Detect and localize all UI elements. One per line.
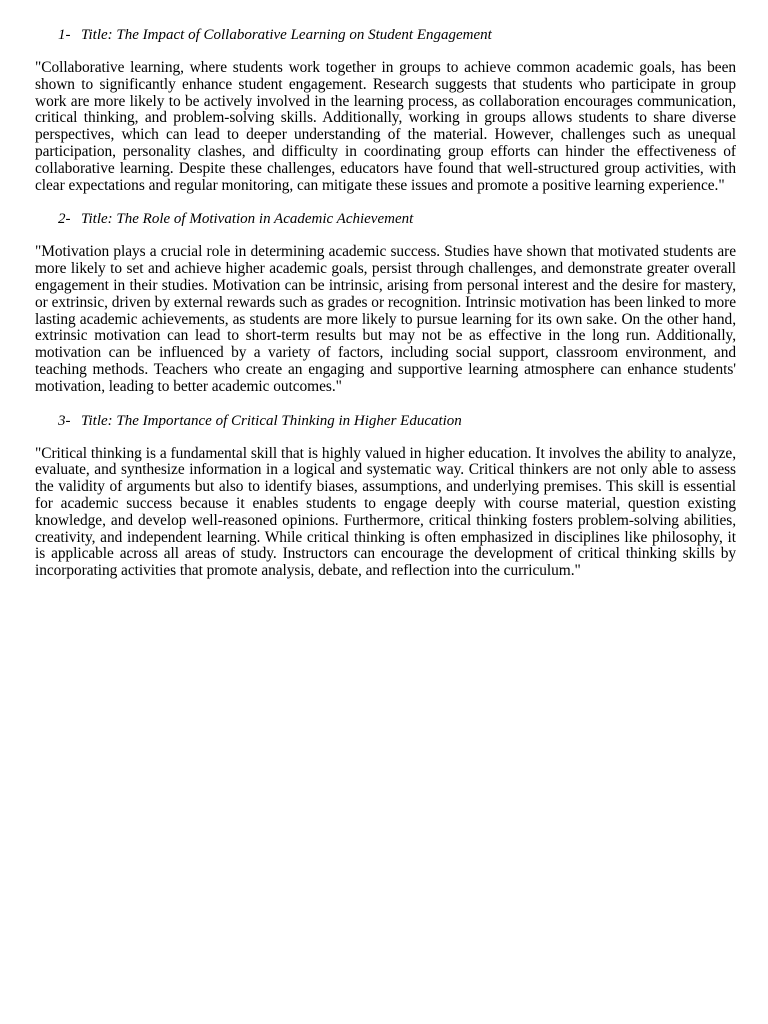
section-critical-thinking [35,412,736,580]
section-motivation [35,210,736,395]
section-heading [35,412,736,430]
section-collaborative-learning [35,26,736,194]
section-heading [35,26,736,44]
section-heading [35,210,736,228]
section-paragraph: "Critical thinking is a fundamental skill that is highly valued in higher education. It involves the ability to analyze, evaluate, and synthesize information in a logical and systematic way. Critical thinkers are not only able to assess the validity of arguments but also to identify biases, assumptions, and underlying premises. This skill is essential for academic success because it enables students to engage deeply with course material, question existing knowledge, and develop well-reasoned opinions. Furthermore, critical thinking fosters problem-solving abilities, creativity, and independent learning. While critical thinking is often emphasized in disciplines like philosophy, it is applicable across all areas of study. Instructors can encourage the development of critical thinking skills by incorporating activities that promote analysis, debate, and reflection into the curriculum." [35,444,736,580]
section-paragraph: "Motivation plays a crucial role in determining academic success. Studies have shown that motivated students are more likely to set and achieve higher academic goals, persist through challenges, and demonstrate greater overall engagement in their studies. Motivation can be intrinsic, arising from personal interest and the desire for mastery, or extrinsic, driven by external rewards such as grades or recognition. Intrinsic motivation has been linked to more lasting academic achievements, as students are more likely to pursue learning for its own sake. On the other hand, extrinsic motivation can lead to short-term results but may not be as effective in the long run. Additionally, motivation can be influenced by a variety of factors, including social support, classroom environment, and teaching methods. Teachers who create an engaging and supportive learning atmosphere can enhance students' motivation, leading to better academic outcomes." [35,243,736,395]
section-title: Title: The Importance of Critical Thinking in Higher Education [81,412,462,429]
section-title: Title: The Impact of Collaborative Learning on Student Engagement [81,27,492,43]
section-number: 1- [58,27,71,43]
section-number: 2- [58,211,71,228]
section-paragraph: "Collaborative learning, where students work together in groups to achieve common academic goals, has been shown to significantly enhance student engagement. Research suggests that students who participate in group work are more likely to be actively involved in the learning process, as collaboration encourages communication, critical thinking, and problem-solving skills. Additionally, working in groups allows students to share diverse perspectives, which can lead to deeper understanding of the material. However, challenges such as unequal participation, personality clashes, and difficulty in coordinating group efforts can hinder the effectiveness of collaborative learning. Despite these challenges, educators have found that well-structured group activities, with clear expectations and regular monitoring, can mitigate these issues and promote a positive learning experience." [35,59,736,194]
section-title: Title: The Role of Motivation in Academic Achievement [81,211,414,228]
document-page [35,26,736,596]
section-number: 3- [58,412,71,429]
